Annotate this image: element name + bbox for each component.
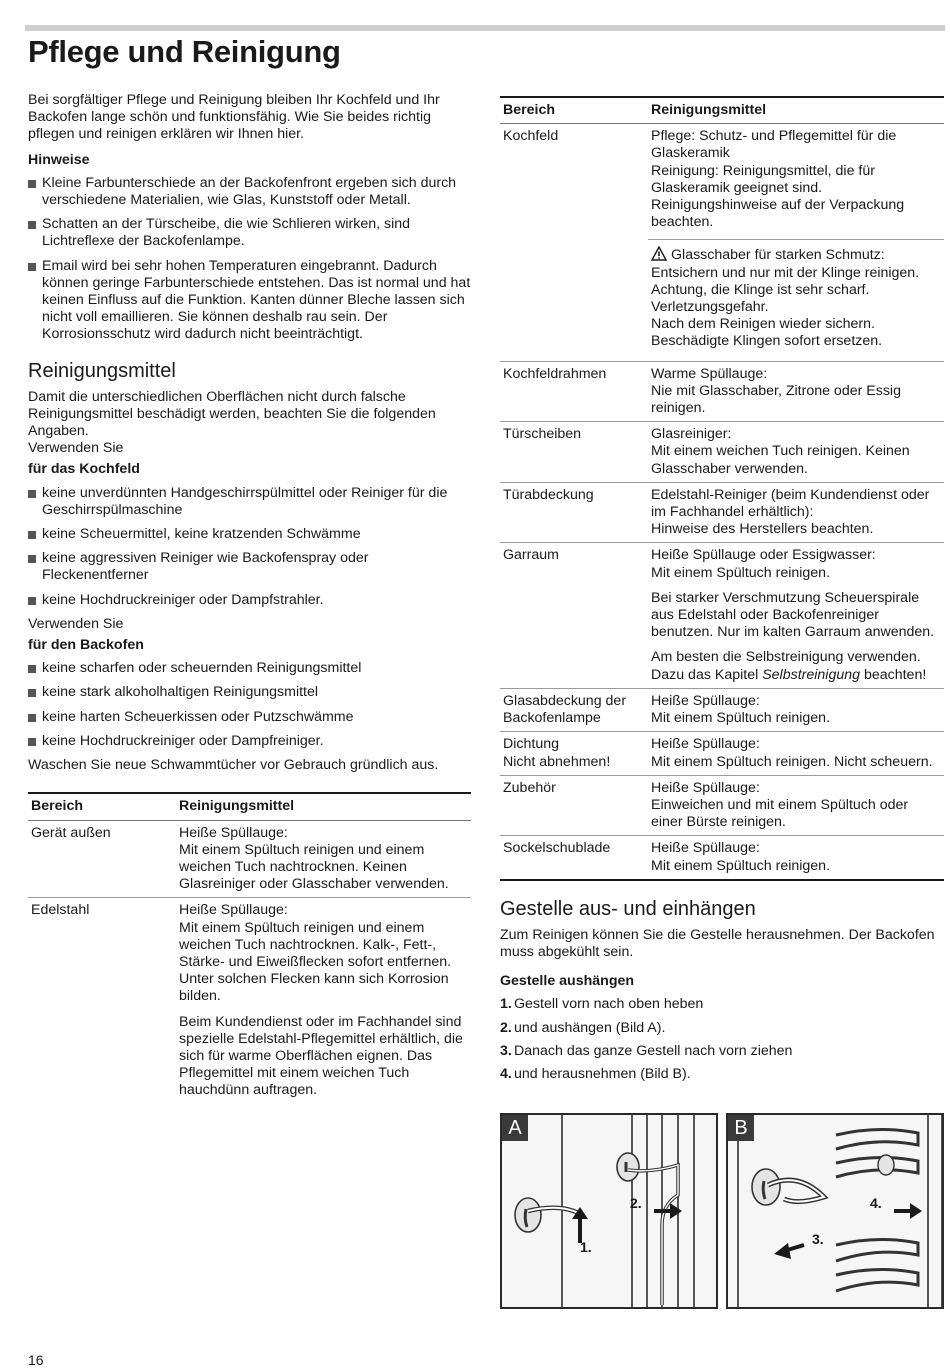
kochfeld-heading: für das Kochfeld xyxy=(28,461,140,478)
table-row xyxy=(500,543,944,688)
figure-label: A xyxy=(502,1115,528,1141)
area-cell: Glasabdeckung der Backofenlampe xyxy=(500,688,648,731)
list-item: keine Hochdruckreiniger oder Dampfstrahler. xyxy=(28,592,471,609)
figure-a xyxy=(500,1113,718,1309)
step-label: 3. xyxy=(812,1231,824,1247)
agent-cell xyxy=(648,543,944,688)
cleaning-table-right xyxy=(500,96,944,881)
area-cell: Türabdeckung xyxy=(500,482,648,543)
list-item: keine aggressiven Reiniger wie Backofenspray oder Fleckenentferner xyxy=(28,550,471,584)
warning-block xyxy=(648,239,944,350)
list-item: keine scharfen oder scheuernden Reinigungsmittel xyxy=(28,660,471,677)
figure-b xyxy=(726,1113,944,1309)
page-title: Pflege und Reinigung xyxy=(28,34,341,69)
table-row xyxy=(500,482,944,543)
left-column xyxy=(28,92,471,1104)
agent-text-3 xyxy=(651,649,940,683)
backofen-list xyxy=(28,660,471,750)
verwenden-text: Verwenden Sie xyxy=(28,440,124,457)
figures xyxy=(500,1113,944,1309)
reinigungsmittel-heading: Reinigungsmittel xyxy=(28,359,176,382)
step-number: 1. xyxy=(500,996,512,1013)
column-header-agent: Reinigungsmittel xyxy=(176,793,471,820)
reinigungsmittel-intro: Damit die unterschiedlichen Oberflächen nicht durch falsche Reinigungsmittel beschädigt werden, beachten Sie die folgenden Angaben. xyxy=(28,388,436,440)
agent-cell: Warme Spüllauge: Nie mit Glasschaber, Zitrone oder Essig reinigen. xyxy=(648,361,944,422)
table-row xyxy=(500,836,944,880)
table-row xyxy=(500,775,944,836)
step-text: Gestell vorn nach oben heben xyxy=(514,996,704,1013)
page-number: 16 xyxy=(28,1352,44,1368)
cleaning-table-left xyxy=(28,792,471,1103)
agent-cell: Heiße Spüllauge: Mit einem Spültuch reinigen und einem weichen Tuch nachtrocknen. Keinen Glasreiniger oder Glasschaber verwenden. xyxy=(176,820,471,898)
agent-text: Heiße Spüllauge: Mit einem Spültuch reinigen und einem weichen Tuch nachtrocknen. Kalk-, Fett-, Stärke- und Eiweißflecken sofort entfernen. Unter solchen Flecken kann sich Korrosion bilden. xyxy=(179,902,452,1005)
chapter-reference: Selbstreinigung xyxy=(762,666,861,683)
column-header-area: Bereich xyxy=(28,793,176,820)
agent-cell xyxy=(648,124,944,361)
hinweise-list xyxy=(28,175,471,344)
table-header-row xyxy=(28,793,471,820)
area-cell: Dichtung Nicht abnehmen! xyxy=(500,732,648,775)
agent-text: Pflege: Schutz- und Pflegemittel für die Glaskeramik Reinigung: Reinigungsmittel, die für Glaskeramik geeignet sind. Reinigungshinweise auf der Verpackung beachten. xyxy=(651,128,905,231)
agent-cell: Heiße Spüllauge: Mit einem Spültuch reinigen. xyxy=(648,836,944,880)
table-row xyxy=(500,124,944,361)
kochfeld-list xyxy=(28,485,471,609)
gestelle-sub-heading: Gestelle aushängen xyxy=(500,973,635,990)
rack-illustration-b xyxy=(728,1115,944,1309)
agent-cell: Heiße Spüllauge: Einweichen und mit einem Spültuch oder einer Bürste reinigen. xyxy=(648,775,944,836)
list-item: Kleine Farbunterschiede an der Backofenfront ergeben sich durch verschiedene Materialien, wie Glas, Kunststoff oder Metall. xyxy=(28,175,471,209)
table-header-row xyxy=(500,97,944,124)
step-item xyxy=(500,1020,944,1037)
hinweise-heading: Hinweise xyxy=(28,151,90,168)
step-text: und aushängen (Bild A). xyxy=(514,1019,666,1036)
area-cell: Kochfeldrahmen xyxy=(500,361,648,422)
area-cell: Garraum xyxy=(500,543,648,688)
steps-list xyxy=(500,996,944,1083)
area-cell: Edelstahl xyxy=(31,902,90,919)
agent-text-2: Beim Kundendienst oder im Fachhandel sind spezielle Edelstahl-Pflegemittel erhältlich, die sich für warme Oberflächen eignen. Das Pflegemittel mit einem weichen Tuch hauchdünn auftragen. xyxy=(179,1013,463,1099)
table-row xyxy=(500,361,944,422)
step-item xyxy=(500,1066,944,1083)
right-column xyxy=(500,96,944,1089)
step-number: 2. xyxy=(500,1019,512,1036)
top-rule xyxy=(25,25,945,31)
list-item: keine unverdünnten Handgeschirrspülmittel oder Reiniger für die Geschirrspülmaschine xyxy=(28,485,471,519)
step-label: 1. xyxy=(580,1239,592,1255)
table-row xyxy=(500,732,944,775)
column-header-area: Bereich xyxy=(500,97,648,124)
agent-cell: Heiße Spüllauge: Mit einem Spültuch reinigen. Nicht scheuern. xyxy=(648,732,944,775)
step-label: 4. xyxy=(870,1195,882,1211)
agent-text: Heiße Spüllauge oder Essigwasser: Mit einem Spültuch reinigen. xyxy=(651,547,876,581)
table-row xyxy=(28,820,471,898)
agent-cell xyxy=(176,898,471,1104)
area-cell: Gerät außen xyxy=(28,820,176,898)
list-item: keine Scheuermittel, keine kratzenden Schwämme xyxy=(28,526,471,543)
area-cell: Zubehör xyxy=(500,775,648,836)
warning-text: Glasschaber für starken Schmutz: Entsichern und nur mit der Klinge reinigen. Achtung, die Klinge ist sehr scharf. Verletzungsgefahr. Nach dem Reinigen wieder sichern. Beschädigte Klingen sofort ersetzen. xyxy=(651,247,920,350)
table-row xyxy=(500,688,944,731)
step-number: 3. xyxy=(500,1042,512,1059)
step-item xyxy=(500,996,944,1013)
step-text: Danach das ganze Gestell nach vorn ziehen xyxy=(514,1042,793,1059)
column-header-agent: Reinigungsmittel xyxy=(648,97,944,124)
agent-text-3-end: beachten! xyxy=(860,666,927,683)
list-item: keine Hochdruckreiniger oder Dampfreiniger. xyxy=(28,733,471,750)
list-item: keine stark alkoholhaltigen Reinigungsmittel xyxy=(28,684,471,701)
area-cell: Sockelschublade xyxy=(500,836,648,880)
agent-text-3-part: Am besten die Selbstreinigung verwenden. Dazu das Kapitel xyxy=(651,649,921,683)
step-text: und herausnehmen (Bild B). xyxy=(514,1065,691,1082)
list-item: keine harten Scheuerkissen oder Putzschwämme xyxy=(28,709,471,726)
verwenden-text-2: Verwenden Sie xyxy=(28,615,124,632)
area-cell: Kochfeld xyxy=(500,124,648,361)
list-item: Email wird bei sehr hohen Temperaturen eingebrannt. Dadurch können geringe Farbunterschiede entstehen. Das ist normal und hat keinen Einfluss auf die Funktion. Kanten dünner Bleche lassen sich nicht voll emaillieren. Sie können deshalb rau sein. Der Korrosionsschutz wird dadurch nicht beeinträchtigt. xyxy=(28,258,471,344)
agent-cell: Glasreiniger: Mit einem weichen Tuch reinigen. Keinen Glasschaber verwenden. xyxy=(648,422,944,483)
warning-icon xyxy=(651,246,667,261)
agent-cell: Edelstahl-Reiniger (beim Kundendienst oder im Fachhandel erhältlich): Hinweise des Herstellers beachten. xyxy=(648,482,944,543)
list-item: Schatten an der Türscheibe, die wie Schlieren wirken, sind Lichtreflexe der Backofenlampe. xyxy=(28,216,471,250)
step-number: 4. xyxy=(500,1065,512,1082)
figure-label: B xyxy=(728,1115,754,1141)
agent-text-2: Bei starker Verschmutzung Scheuerspirale aus Edelstahl oder Backofenreiniger benutzen. Nur im kalten Garraum anwenden. xyxy=(651,589,935,641)
gestelle-heading: Gestelle aus- und einhängen xyxy=(500,897,756,920)
step-item xyxy=(500,1043,944,1060)
table-row xyxy=(28,898,471,1104)
backofen-heading: für den Backofen xyxy=(28,637,144,654)
table-row xyxy=(500,422,944,483)
gestelle-intro: Zum Reinigen können Sie die Gestelle herausnehmen. Der Backofen muss abgekühlt sein. xyxy=(500,926,935,960)
step-label: 2. xyxy=(630,1195,642,1211)
rack-illustration-a xyxy=(502,1115,718,1309)
area-cell: Türscheiben xyxy=(500,422,648,483)
intro-text: Bei sorgfältiger Pflege und Reinigung bleiben Ihr Kochfeld und Ihr Backofen lange schön und funktionsfähig. Wie Sie beides richtig pflegen und reinigen erklären wir Ihnen hier. xyxy=(28,92,440,143)
outro-text: Waschen Sie neue Schwammtücher vor Gebrauch gründlich aus. xyxy=(28,757,439,774)
agent-cell: Heiße Spüllauge: Mit einem Spültuch reinigen. xyxy=(648,688,944,731)
